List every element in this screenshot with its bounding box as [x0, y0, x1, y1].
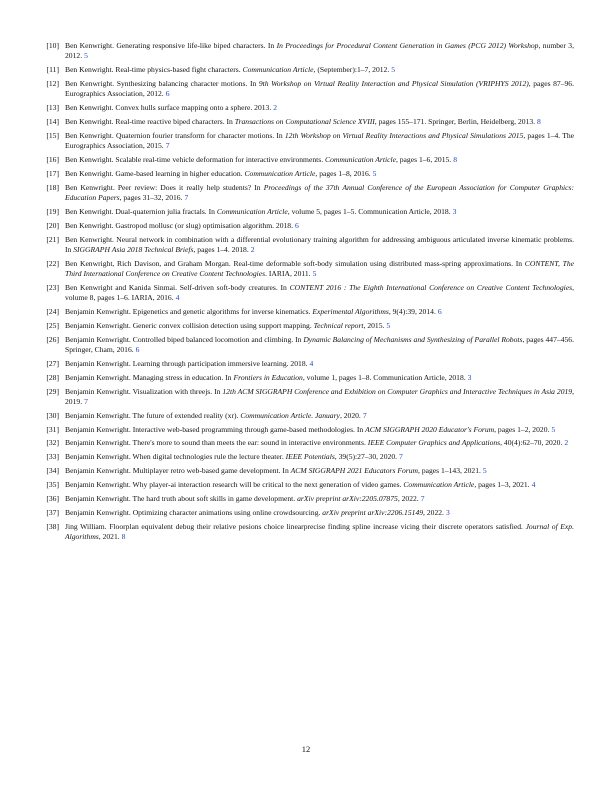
reference-details: , volume 5, pages 1–5. Communication Article, 2018. — [287, 206, 451, 216]
reference-authors-title: Benjamin Kenwright. Multiplayer retro web-based game development. In — [65, 466, 291, 476]
reference-venue: IEEE Computer Graphics and Applications — [367, 438, 501, 448]
reference-number: [26] — [46, 334, 59, 344]
reference-list — [38, 41, 574, 546]
reference-number: [11] — [46, 65, 59, 75]
reference-backlink[interactable]: 6 — [165, 89, 170, 99]
reference-text — [65, 307, 574, 317]
reference-number: [32] — [46, 438, 59, 448]
reference-venue: Communication Article — [403, 480, 475, 490]
reference-authors-title: Benjamin Kenwright. When digital technologies rule the lecture theater. — [65, 452, 286, 462]
reference-number: [36] — [46, 493, 59, 503]
reference-text — [65, 41, 574, 61]
reference-venue: Proceedings of the 37th Annual Conference of the European Association for Computer Graphics: Education Papers — [65, 182, 574, 202]
reference-entry — [38, 307, 574, 317]
reference-authors-title: Ben Kenwright. Real-time reactive biped characters. In — [65, 116, 235, 126]
reference-venue: Communication Article. January — [240, 410, 340, 420]
reference-entry — [38, 183, 574, 203]
reference-backlink[interactable]: 4 — [531, 480, 536, 490]
reference-authors-title: Benjamin Kenwright. Visualization with threejs. In — [65, 386, 223, 396]
reference-number: [15] — [46, 130, 59, 140]
reference-authors-title: Benjamin Kenwright. Optimizing character animations using online crowdsourcing. — [65, 507, 323, 517]
reference-authors-title: Benjamin Kenwright. The hard truth about soft skills in game development. — [65, 493, 298, 503]
reference-entry — [38, 235, 574, 255]
reference-venue: Experimental Algorithms — [312, 306, 389, 316]
reference-entry — [38, 466, 574, 476]
reference-venue: In Proceedings for Procedural Content Generation in Games (PCG 2012) Workshop — [276, 41, 539, 50]
reference-details: , 40(4):62–70, 2020. — [500, 438, 563, 448]
reference-entry — [38, 480, 574, 490]
reference-venue: 9th Workshop on Virtual Reality Interaction and Physical Simulation (VRIPHYS 2012) — [258, 78, 529, 88]
reference-authors-title: Ben Kenwright. Generating responsive life-like biped characters. In — [65, 41, 277, 50]
reference-venue: 12th Workshop on Virtual Reality Interactions and Physical Simulations 2015 — [284, 130, 524, 140]
reference-text — [65, 452, 574, 462]
reference-venue: Communication Article — [244, 168, 316, 178]
reference-details: , number 3, 2012. — [65, 41, 574, 61]
reference-authors-title: Ben Kenwright. Peer review: Does it really help students? In — [65, 182, 264, 192]
page-number: 12 — [301, 744, 311, 754]
reference-details: , pages 1–143, 2021. — [418, 466, 481, 476]
reference-venue: Journal of Exp. Algorithms — [65, 521, 575, 541]
reference-backlink[interactable]: 5 — [312, 268, 317, 278]
reference-backlink[interactable]: 5 — [386, 320, 391, 330]
reference-backlink[interactable]: 8 — [121, 531, 126, 541]
reference-text — [65, 387, 574, 407]
reference-number: [30] — [46, 410, 59, 420]
reference-details: . IARIA, 2011. — [265, 268, 311, 278]
reference-entry — [38, 494, 574, 504]
reference-entry — [38, 438, 574, 448]
reference-venue: ACM SIGGRAPH 2021 Educators Forum — [290, 466, 419, 476]
reference-text — [65, 508, 574, 518]
reference-entry — [38, 359, 574, 369]
reference-backlink[interactable]: 5 — [372, 168, 377, 178]
reference-text — [65, 235, 574, 255]
reference-details: , volume 8, pages 1–6. IARIA, 2016. — [65, 282, 574, 302]
reference-entry — [38, 79, 574, 99]
reference-text — [65, 259, 574, 279]
reference-venue: SIGGRAPH Asia 2018 Technical Briefs — [73, 244, 194, 254]
reference-text — [65, 425, 574, 435]
reference-text — [65, 466, 574, 476]
reference-backlink[interactable]: 5 — [482, 466, 487, 476]
reference-backlink[interactable]: 3 — [452, 206, 457, 216]
reference-text — [65, 335, 574, 355]
reference-backlink[interactable]: 5 — [84, 51, 88, 61]
reference-entry — [38, 41, 574, 61]
reference-entry — [38, 387, 574, 407]
reference-entry — [38, 207, 574, 217]
reference-venue: Frontiers in Education — [233, 372, 303, 382]
reference-backlink[interactable]: 6 — [295, 220, 299, 230]
reference-text — [65, 494, 574, 504]
reference-text — [65, 65, 574, 75]
reference-details: , 2021. — [98, 531, 120, 541]
reference-number: [10] — [46, 41, 59, 50]
reference-venue: Transactions on Computational Science XVIII — [234, 116, 375, 126]
reference-authors-title: Benjamin Kenwright. There's more to sound than meets the ear: sound in interactive environments. — [65, 438, 368, 448]
reference-backlink[interactable]: 7 — [420, 493, 425, 503]
reference-venue: arXiv preprint arXiv:2205.07875 — [297, 493, 398, 503]
reference-authors-title: Benjamin Kenwright. Managing stress in education. In — [65, 372, 234, 382]
reference-entry — [38, 321, 574, 331]
reference-venue: ACM SIGGRAPH 2020 Educator's Forum — [365, 424, 495, 434]
reference-entry — [38, 169, 574, 179]
reference-entry — [38, 373, 574, 383]
reference-authors-title: Ben Kenwright. Convex hulls surface mapping onto a sphere. 2013. — [65, 103, 272, 113]
reference-backlink[interactable]: 8 — [537, 116, 541, 126]
reference-number: [21] — [46, 234, 59, 244]
reference-backlink[interactable]: 2 — [564, 438, 569, 448]
reference-text — [65, 359, 574, 369]
reference-number: [31] — [46, 424, 59, 434]
reference-details: , 2019. — [65, 386, 574, 406]
reference-text — [65, 480, 574, 490]
reference-venue: CONTENT, The Third International Conference on Creative Content Technologies — [65, 258, 574, 278]
reference-details: , pages 1–3, 2021. — [474, 480, 530, 490]
reference-venue: 12th ACM SIGGRAPH Conference and Exhibition on Computer Graphics and Interactive Techniques in Asia 2019 — [222, 386, 573, 396]
reference-number: [28] — [46, 372, 59, 382]
reference-details: , pages 1–8, 2016. — [315, 168, 371, 178]
reference-authors-title: Ben Kenwright. Synthesizing balancing character motions. In — [65, 78, 259, 88]
reference-venue: Technical report — [313, 320, 364, 330]
reference-number: [17] — [46, 168, 59, 178]
reference-entry — [38, 131, 574, 151]
reference-text — [65, 117, 574, 127]
reference-number: [12] — [46, 78, 59, 88]
reference-number: [16] — [46, 154, 59, 164]
reference-details: , pages 1–4. 2018. — [193, 244, 249, 254]
reference-backlink[interactable]: 5 — [391, 65, 396, 75]
reference-entry — [38, 155, 574, 165]
reference-text — [65, 283, 574, 303]
reference-details: , 39(5):27–30, 2020. — [334, 452, 398, 462]
reference-venue: IEEE Potentials — [285, 452, 335, 462]
reference-entry — [38, 452, 574, 462]
reference-authors-title: Benjamin Kenwright. Interactive web-based programming through game-based methodologies. In — [65, 424, 366, 434]
reference-number: [13] — [46, 103, 59, 113]
reference-backlink[interactable]: 5 — [551, 424, 556, 434]
reference-details: , volume 1, pages 1–8. Communication Article, 2018. — [302, 372, 466, 382]
reference-backlink[interactable]: 7 — [184, 192, 189, 202]
reference-authors-title: Ben Kenwright. Neural network in combination with a differential evolutionary training algorithm for addressing ambiguous articulated inverse kinematic problems. In — [65, 234, 574, 254]
reference-number: [34] — [46, 466, 59, 476]
reference-entry — [38, 259, 574, 279]
reference-number: [33] — [46, 452, 59, 462]
reference-entry — [38, 522, 574, 542]
reference-details: , pages 1–2, 2020. — [494, 424, 550, 434]
reference-details: , 2015. — [363, 320, 385, 330]
reference-authors-title: Ben Kenwright. Dual-quaternion julia fractals. In — [65, 206, 217, 216]
reference-backlink[interactable]: 8 — [453, 154, 458, 164]
reference-backlink[interactable]: 7 — [399, 452, 403, 462]
reference-authors-title: Jing William. Floorplan equivalent debug their relative pesions choice linearprecise finding spline increase vicing their discrete operators satisfied. — [65, 521, 526, 531]
reference-entry — [38, 283, 574, 303]
reference-details: , (September):1–7, 2012. — [313, 65, 390, 75]
reference-number: [27] — [46, 358, 59, 368]
reference-text — [65, 373, 574, 383]
reference-text — [65, 155, 574, 165]
reference-authors-title: Ben Kenwright. Gastropod mollusc (or slug) optimisation algorithm. 2018. — [65, 220, 293, 230]
reference-authors-title: Ben Kenwright. Real-time physics-based fight characters. — [65, 65, 243, 75]
reference-venue: Communication Article — [325, 154, 396, 164]
reference-backlink[interactable]: 3 — [445, 507, 450, 517]
reference-number: [23] — [46, 282, 59, 292]
reference-text — [65, 221, 574, 231]
reference-number: [20] — [46, 220, 59, 230]
reference-text — [65, 131, 574, 151]
reference-authors-title: Ben Kenwright. Quaternion fourier transform for character motions. In — [65, 130, 285, 140]
reference-entry — [38, 425, 574, 435]
reference-text — [65, 103, 574, 113]
reference-backlink[interactable]: 7 — [362, 410, 367, 420]
reference-venue: Communication Article — [242, 65, 314, 75]
reference-text — [65, 207, 574, 217]
reference-entry — [38, 508, 574, 518]
reference-text — [65, 169, 574, 179]
reference-number: [37] — [46, 507, 59, 517]
reference-authors-title: Ben Kenwright and Kanida Sinmai. Self-driven soft-body creatures. In — [65, 282, 290, 292]
reference-details: , 2022. — [423, 507, 444, 517]
reference-authors-title: Benjamin Kenwright. Why player-ai interaction research will be critical to the next generation of video games. — [65, 480, 404, 490]
reference-text — [65, 79, 574, 99]
reference-authors-title: Benjamin Kenwright. Learning through participation immersive learning. 2018. — [65, 358, 308, 368]
reference-venue: arXiv preprint arXiv:2206.15149 — [322, 507, 424, 517]
reference-authors-title: Ben Kenwright. Game-based learning in higher education. — [65, 168, 245, 178]
reference-authors-title: Benjamin Kenwright. Epigenetics and genetic algorithms for inverse kinematics. — [65, 306, 313, 316]
reference-number: [22] — [46, 258, 59, 268]
reference-details: , 2020. — [339, 410, 361, 420]
reference-backlink[interactable]: 7 — [165, 141, 170, 151]
reference-venue: Communication Article — [216, 206, 288, 216]
reference-authors-title: Ben Kenwright. Scalable real-time vehicle deformation for interactive environments. — [65, 154, 325, 164]
reference-venue: Dynamic Balancing of Mechanisms and Synthesizing of Parallel Robots — [303, 334, 523, 344]
reference-number: [35] — [46, 480, 59, 490]
reference-details: , pages 87–96. Eurographics Association, 2012. — [65, 78, 574, 99]
reference-number: [19] — [46, 206, 59, 216]
reference-details: , pages 1–4. The Eurographics Association, 2015. — [65, 130, 575, 151]
reference-details: , pages 447–456. Springer, Cham, 2016. — [65, 334, 574, 354]
reference-number: [29] — [46, 386, 59, 396]
reference-details: , pages 155–171. Springer, Berlin, Heidelberg, 2013. — [374, 116, 536, 126]
reference-backlink[interactable]: 4 — [175, 293, 180, 302]
reference-backlink[interactable]: 6 — [437, 306, 442, 316]
reference-text — [65, 183, 574, 203]
reference-authors-title: Benjamin Kenwright. Controlled biped balanced locomotion and climbing. In — [65, 334, 304, 344]
reference-entry — [38, 411, 574, 421]
reference-backlink[interactable]: 6 — [135, 344, 140, 354]
reference-authors-title: Benjamin Kenwright. Generic convex collision detection using support mapping. — [65, 320, 314, 330]
reference-number: [18] — [46, 182, 59, 192]
reference-entry — [38, 65, 574, 75]
reference-number: [25] — [46, 320, 59, 330]
reference-venue: CONTENT 2016 : The Eighth International Conference on Creative Content Technologies — [289, 282, 573, 292]
reference-entry — [38, 221, 574, 231]
reference-backlink[interactable]: 4 — [309, 358, 314, 368]
reference-authors-title: Benjamin Kenwright. The future of extended reality (xr). — [65, 410, 241, 420]
reference-number: [24] — [46, 306, 59, 316]
reference-details: , pages 1–6, 2015. — [395, 154, 452, 164]
reference-details: , 9(4):39, 2014. — [388, 306, 436, 316]
reference-text — [65, 321, 574, 331]
reference-backlink[interactable]: 7 — [84, 396, 88, 406]
reference-backlink[interactable]: 2 — [250, 244, 255, 254]
reference-number: [14] — [46, 116, 59, 126]
reference-text — [65, 411, 574, 421]
reference-backlink[interactable]: 2 — [273, 103, 278, 113]
reference-details: , 2022. — [397, 493, 419, 503]
reference-backlink[interactable]: 3 — [467, 372, 472, 382]
reference-number: [38] — [46, 521, 59, 531]
reference-text — [65, 438, 574, 448]
reference-details: , pages 31–32, 2016. — [119, 192, 183, 202]
reference-text — [65, 522, 574, 542]
reference-authors-title: Ben Kenwright, Rich Davison, and Graham Morgan. Real-time deformable soft-body simulation using distributed mass-spring approximations. In — [65, 258, 525, 268]
reference-entry — [38, 103, 574, 113]
reference-entry — [38, 335, 574, 355]
reference-entry — [38, 117, 574, 127]
